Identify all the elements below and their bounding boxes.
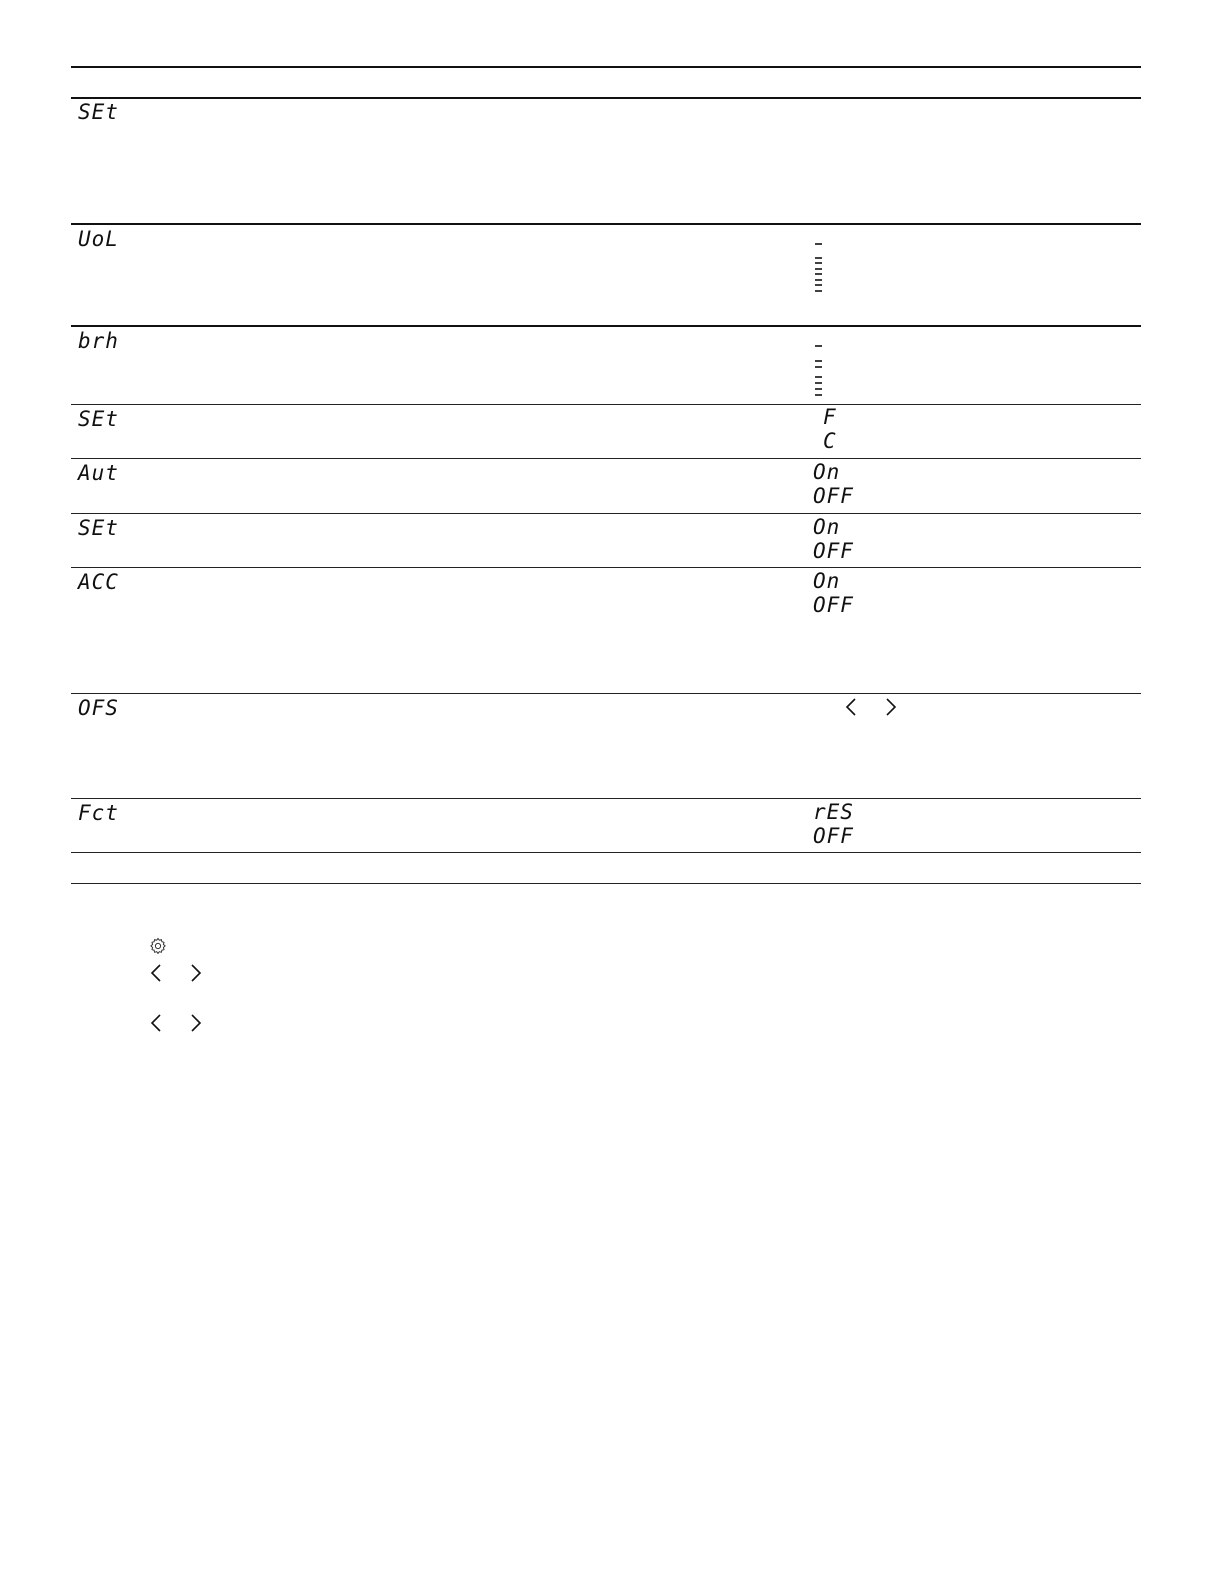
row-values: [813, 800, 854, 848]
row-code: SEt: [78, 516, 119, 540]
table-header-rule: [71, 97, 1141, 99]
row-code: SEt: [78, 407, 119, 431]
value-option: On: [813, 460, 841, 484]
row-values: [813, 515, 854, 563]
row-divider: [71, 404, 1141, 405]
row-divider: [71, 852, 1141, 853]
row-values: [823, 405, 837, 453]
row-code: brh: [78, 329, 119, 353]
row-code: Fct: [78, 801, 119, 825]
value-option: OFF: [813, 539, 854, 563]
chevron-right-icon: [883, 697, 923, 717]
value-option: OFF: [813, 593, 854, 617]
volume-level-indicator: [813, 238, 825, 302]
row-code: UoL: [78, 227, 119, 251]
instruction-arrow-keys-1: [148, 963, 228, 983]
row-divider: [71, 693, 1141, 694]
ofs-arrow-keys: [843, 697, 923, 717]
value-option: On: [813, 515, 841, 539]
row-code: OFS: [78, 696, 119, 720]
gear-icon: [149, 937, 167, 955]
row-divider: [71, 458, 1141, 459]
row-divider: [71, 513, 1141, 514]
chevron-left-icon: [148, 1013, 188, 1033]
value-option: OFF: [813, 484, 854, 508]
row-code: ACC: [78, 570, 119, 594]
instruction-arrow-keys-2: [148, 1013, 228, 1033]
value-option: F: [823, 405, 837, 429]
value-option: On: [813, 569, 841, 593]
row-values: [813, 569, 854, 617]
table-bottom-rule: [71, 883, 1141, 884]
value-option: rES: [813, 800, 854, 824]
row-code: Aut: [78, 461, 119, 485]
table-top-rule: [71, 66, 1141, 68]
chevron-right-icon: [188, 963, 228, 983]
row-code: SEt: [78, 100, 119, 124]
row-divider: [71, 223, 1141, 225]
value-option: OFF: [813, 824, 854, 848]
brightness-level-bars-icon: [813, 340, 825, 400]
row-values: [813, 460, 854, 508]
chevron-right-icon: [188, 1013, 228, 1033]
chevron-left-icon: [843, 697, 883, 717]
brightness-level-indicator: [813, 340, 825, 404]
row-divider: [71, 567, 1141, 568]
value-option: C: [823, 429, 837, 453]
volume-level-bars-icon: [813, 238, 825, 298]
row-divider: [71, 325, 1141, 327]
chevron-left-icon: [148, 963, 188, 983]
row-divider: [71, 798, 1141, 799]
